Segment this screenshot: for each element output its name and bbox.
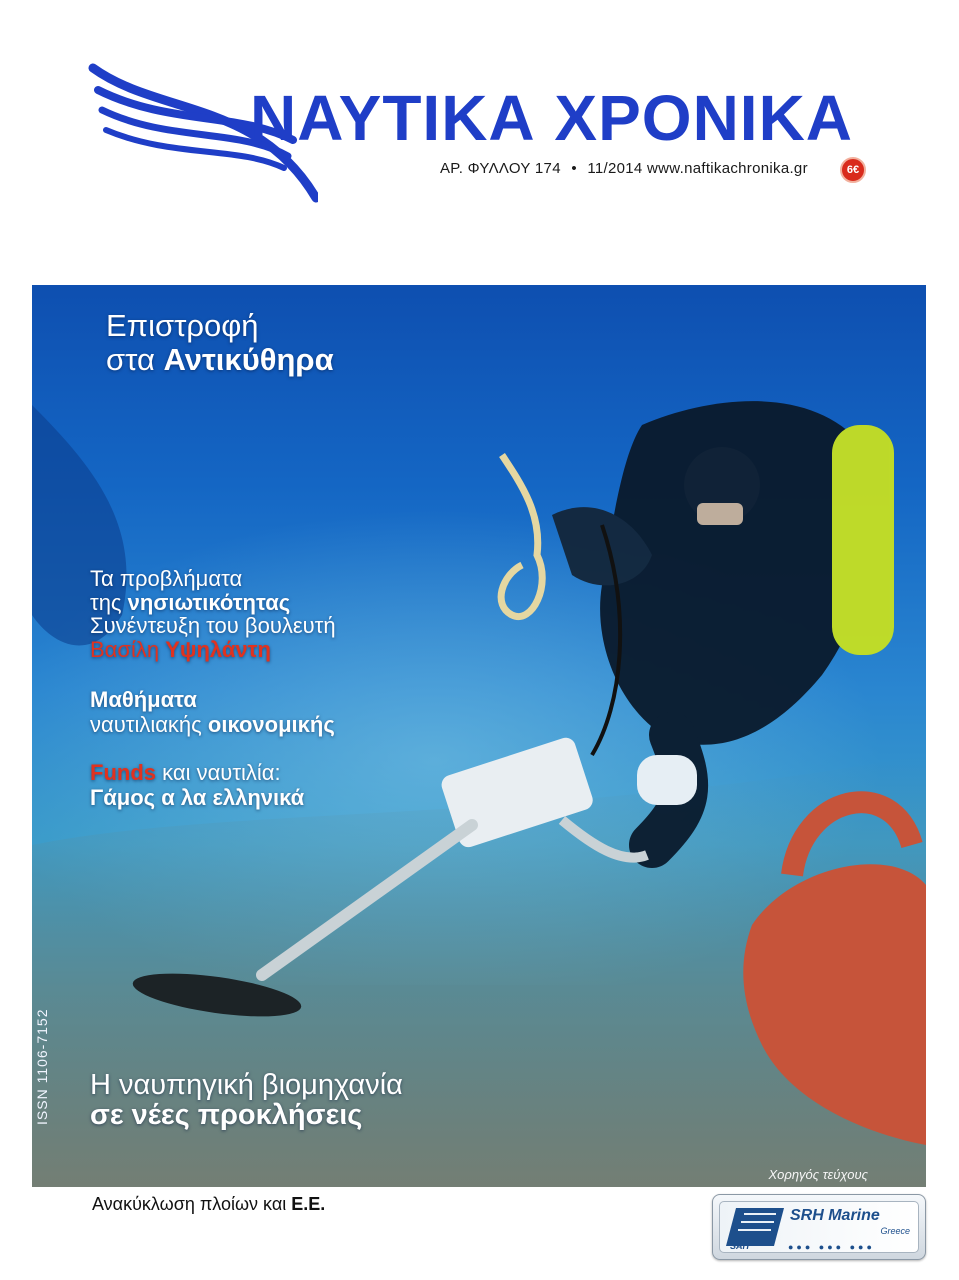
lessons-line2-bold: οικονομικής (207, 711, 335, 737)
island-line4-prefix: Βασίλη (90, 636, 166, 662)
main-headline-prefix: στα (106, 342, 164, 378)
magazine-title: ΝΑΥΤΙΚΑ ΧΡΟΝΙΚΑ (250, 82, 853, 154)
issue-number: ΑΡ. ΦΥΛΛΟΥ 174 (440, 160, 561, 177)
issue-separator: • (571, 160, 577, 177)
shipbuilding-headline (90, 1070, 403, 1131)
masthead (0, 0, 959, 285)
lessons-line1 (90, 688, 335, 713)
sponsor-logo-panel (719, 1201, 919, 1253)
island-line2-prefix: της (90, 589, 128, 615)
sponsor-country: Greece (880, 1226, 910, 1236)
issue-date: 11/2014 (587, 160, 643, 177)
lessons-line2-prefix: ναυτιλιακής (90, 711, 208, 737)
funds-word: Funds (90, 760, 156, 785)
price-badge: 6€ (840, 157, 866, 183)
ship-line1: Η ναυπηγική βιομηχανία (90, 1069, 403, 1101)
main-headline-line1: Επιστροφή (106, 308, 259, 343)
sponsor-logo[interactable] (712, 1194, 926, 1260)
main-headline-line2 (106, 343, 334, 377)
lessons-line2 (90, 713, 335, 738)
funds-headline (90, 761, 304, 811)
sponsor-name: SRH Marine (790, 1207, 880, 1224)
issue-info (440, 160, 808, 177)
main-headline-bold: Αντικύθηρα (163, 342, 334, 378)
lessons-line1-bold: Μαθήματα (90, 687, 197, 712)
issn-code: ISSN 1106-7152 (34, 1008, 50, 1125)
funds-line2 (90, 786, 304, 811)
island-line4-bold: Υψηλάντη (165, 636, 271, 662)
funds-line2-bold: Γάμος α λα ελληνικά (90, 784, 305, 810)
island-story-headline (90, 567, 336, 661)
lessons-headline (90, 688, 335, 738)
sponsor-label: Χορηγός τεύχους (768, 1167, 868, 1182)
ship-line2 (90, 1100, 403, 1130)
island-line2 (90, 591, 336, 615)
footer-teaser (92, 1194, 325, 1215)
funds-line1 (90, 761, 304, 786)
sponsor-tag: SAIT (730, 1241, 751, 1251)
funds-line1-rest: και ναυτιλία: (156, 760, 281, 785)
footer-teaser-prefix: Ανακύκλωση πλοίων και (92, 1194, 292, 1214)
island-line2-bold: νησιωτικότητας (127, 589, 291, 615)
island-line3: Συνέντευξη του βουλευτή (90, 613, 336, 639)
sponsor-dots: ●●● ●●● ●●● (788, 1242, 875, 1252)
website-link[interactable]: www.naftikachronika.gr (647, 160, 808, 177)
island-line1: Τα προβλήματα (90, 566, 243, 591)
footer-teaser-bold: Ε.Ε. (291, 1194, 326, 1214)
ship-line2-bold: σε νέες προκλήσεις (90, 1099, 363, 1132)
cover-photo (32, 285, 926, 1187)
island-line4 (90, 638, 336, 662)
main-headline (106, 309, 334, 377)
